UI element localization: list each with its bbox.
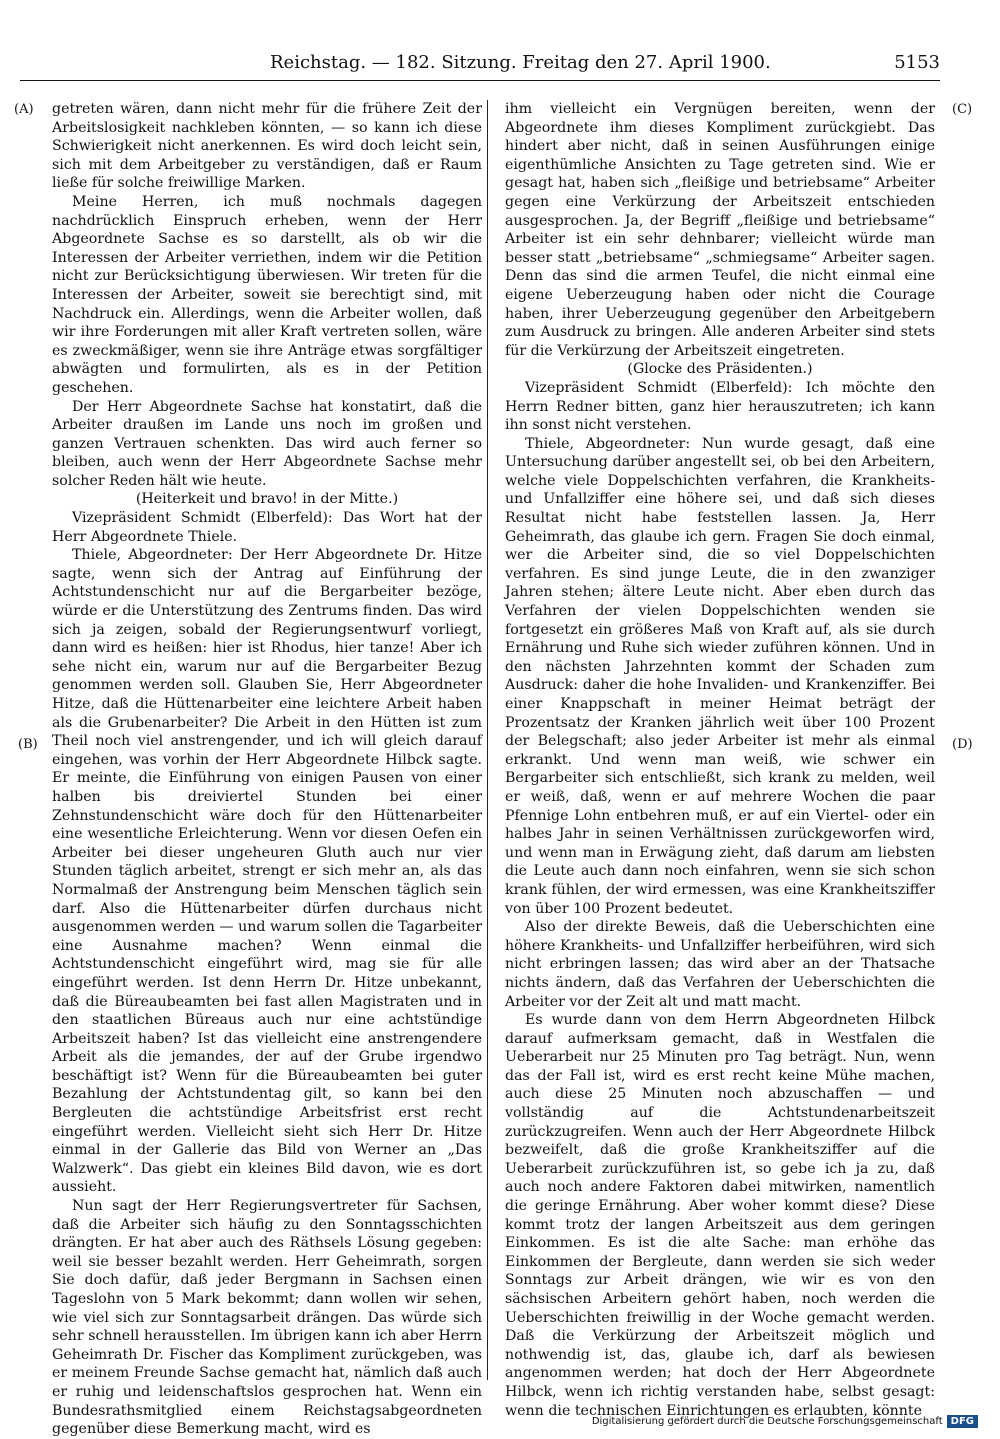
left-column (52, 100, 482, 1438)
margin-marker-a: (A) (14, 102, 34, 117)
paragraph: Nun sagt der Herr Regierungsvertreter für Sachsen, daß die Arbeiter sich häufig zu den Sonntagsschichten drängten. Er hat aber auch des Räthsels Lösung gegeben: weil sie besser bezahlt werden. Herr Geheimrath, sorgen Sie doch dafür, daß jeder Bergmann in Sachsen einen Tageslohn von 5 Mark bekommt; dann wollen wir sehen, wie viel sich zur Sonntagsarbeit drängen. Das würde sich sehr schnell herausstellen. Im übrigen kann ich aber Herrn Geheimrath Dr. Fischer das Kompliment zurückgeben, was er meinem Freunde Sachse gemacht hat, nämlich daß auch er ruhig und leidenschaftslos gesprochen hat. Wenn ein Bundesrathsmitglied einem Reichstagsabgeordneten gegenüber diese Bemerkung macht, wird es (52, 1198, 482, 1438)
page-header (20, 50, 940, 81)
paragraph: Vizepräsident Schmidt (Elberfeld): Das Wort hat der Herr Abgeordnete Thiele. (52, 510, 482, 545)
margin-marker-c: (C) (952, 102, 973, 117)
page-number: 5153 (894, 52, 940, 73)
page-footer (592, 1415, 978, 1428)
stage-direction: (Glocke des Präsidenten.) (627, 361, 813, 378)
paragraph: Thiele, Abgeordneter: Der Herr Abgeordnete Dr. Hitze sagte, wenn sich der Antrag auf Einführung der Achtstundenschicht nur auf die Bergarbeiter bezöge, würde er die Unterstützung des Zentrums finden. Das wird sich ja zeigen, sobald der Regierungsentwurf vorliegt, dann wird es heißen: hier ist Rhodus, hier tanze! Aber ich sehe nicht ein, warum nur auf die Bergarbeiter Bezug genommen werden soll. Glauben Sie, Herr Abgeordneter Hitze, daß die Hüttenarbeiter eine leichtere Arbeit haben als die Grubenarbeiter? Die Arbeit in den Hütten ist zum Theil noch viel anstrengender, und ich will gleich darauf eingehen, was vorhin der Herr Abgeordnete Hilbck sagte. Er meinte, die Einführung von einigen Pausen von einer halben bis dreiviertel Stunden bei einer Zehnstundenschicht wäre doch für den Hüttenarbeiter eine wesentliche Erleichterung. Wenn vor diesen Oefen ein Arbeiter bei dieser ungeheuren Gluth auch nur vier Stunden täglich arbeitet, strengt er sich mehr an, als das Normalmaß der Anstrengung beim Menschen täglich sein darf. Also die Hüttenarbeiter dürfen durchaus nicht ausgenommen werden — und warum sollen die Tagarbeiter eine Ausnahme machen? Wenn einmal die Achtstundenschicht eingeführt wird, mag sie für alle eingeführt werden. Ist denn Herrn Dr. Hitze unbekannt, daß die Büreaubeamten bei fast allen Magistraten und in den staatlichen Büreaus auch nur eine achtstündige Arbeitszeit haben? Ist das vielleicht eine anstrengendere Arbeit als die jemandes, der auf der Grube irgendwo beschäftigt ist? Wenn für die Büreaubeamten bei guter Bezahlung der Achtstundentag gilt, so kann bei den Bergleuten die achtstündige Arbeitsfrist erst recht eingeführt werden. Vielleicht sieht sich Herr Dr. Hitze einmal in der Gallerie das Bild von Werner an „Das Walzwerk“. Das giebt ein kleines Bild davon, wie es dort aussieht. (52, 547, 482, 1196)
paragraph: Also der direkte Beweis, daß die Ueberschichten eine höhere Krankheits- und Unfallziffer herbeiführen, wird sich nicht erbringen lassen; das wird aber an der Thatsache nichts ändern, daß das Verfahren der Ueberschichten die Arbeiter vor der Zeit alt und matt macht. (505, 919, 935, 1010)
paragraph: Thiele, Abgeordneter: Nun wurde gesagt, daß eine Untersuchung darüber angestellt sei, ob bei den Arbeitern, welche viele Doppelschichten verfahren, die Krankheits- und Unfallziffer eine höhere sei, und daß sich dieses Resultat nicht habe feststellen lassen. Ja, Herr Geheimrath, das glaube ich gern. Fragen Sie doch einmal, wer die Arbeiter sind, die so viel Doppelschichten verfahren. Es sind junge Leute, die in den zwanziger Jahren stehen; ältere Leute nicht. Aber eben durch das Verfahren der vielen Doppelschichten wenden sie fortgesetzt ein größeres Maß von Kraft auf, als sie durch Ernährung und Ruhe sich wieder zuführen können. Und in den nächsten Jahrzehnten kommt der Schaden zum Ausdruck: daher die hohe Invaliden- und Krankenziffer. Bei einer Knappschaft in meiner Heimat beträgt der Prozentsatz der Kranken jährlich weit über 100 Prozent der Belegschaft; also jeder Arbeiter ist mehr als einmal erkrankt. Und wenn man weiß, wie schwer ein Bergarbeiter sich entschließt, sich krank zu melden, weil er weiß, daß, wenn er auf mehrere Wochen die paar Pfennige Lohn entbehren muß, er auf ein Viertel- oder ein halbes Jahr in seinen Verhältnissen zurückgeworfen wird, und wenn man in Erwägung zieht, daß darum am liebsten die Leute auch dann noch einfahren, wenn sie sich schon krank fühlen, der wird ermessen, was eine Krankheitsziffer von über 100 Prozent bedeutet. (505, 435, 935, 917)
funding-credit: Digitalisierung gefördert durch die Deutsche Forschungsgemeinschaft (591, 1416, 943, 1427)
right-column (505, 100, 935, 1419)
column-divider (487, 100, 488, 1380)
paragraph: getreten wären, dann nicht mehr für die frühere Zeit der Arbeitslosigkeit nachkleben könnten, — so kann ich diese Schwierigkeit nicht anerkennen. Es wird doch leicht sein, sich mit dem Arbeitgeber zu verständigen, daß er Raum ließe für solche freiwillige Marken. (52, 101, 482, 192)
running-title: Reichstag. — 182. Sitzung. Freitag den 27. April 1900. (270, 52, 771, 73)
margin-marker-b: (B) (18, 737, 38, 752)
paragraph: Meine Herren, ich muß nochmals dagegen nachdrücklich Einspruch erheben, wenn der Herr Abgeordnete Sachse es so darstellt, als ob wir die Interessen der Arbeiter verriethen, indem wir die Petition nicht zur Berücksichtigung überwiesen. Wir treten für die Interessen der Arbeiter, soweit sie berechtigt sind, mit Nachdruck ein. Allerdings, wenn die Arbeiter wollen, daß wir ihre Forderungen mit aller Kraft vertreten sollen, wäre es zweckmäßiger, wenn sie ihre Anträge etwas sorgfältiger abwägten und formulirten, als es in der Petition geschehen. (52, 193, 482, 396)
margin-marker-d: (D) (952, 737, 973, 752)
stage-direction: (Heiterkeit und bravo! in der Mitte.) (135, 491, 399, 508)
paragraph: Es wurde dann von dem Herrn Abgeordneten Hilbck darauf aufmerksam gemacht, daß in Westfalen die Ueberarbeit nur 25 Minuten pro Tag beträgt. Nun, wenn das der Fall ist, wird es erst recht keine Mühe machen, auch diese 25 Minuten noch abzuschaffen — und vollständig auf die Achtstundenarbeitszeit zurückzugreifen. Wenn auch der Herr Abgeordnete Hilbck bezweifelt, daß die große Krankheitsziffer auf die Ueberarbeit zurückzuführen ist, so gebe ich ja zu, daß auch noch andere Faktoren dabei mitwirken, namentlich die geringe Ernährung. Aber woher kommt diese? Diese kommt trotz der langen Arbeitszeit aus dem geringen Einkommen. Es ist die alte Sache: man erhöhe das Einkommen der Bergleute, dann werden sie sich weder Sonntags zur Arbeit drängen, wie wir es von den sächsischen Arbeitern gehört haben, noch werden die Ueberschichten freiwillig in der Woche gemacht werden. Daß die Verkürzung der Arbeitszeit möglich und nothwendig ist, das, glaube ich, darf als bewiesen angenommen werden; hat doch der Herr Abgeordnete Hilbck, wenn ich richtig verstanden habe, selbst gesagt: wenn die technischen Einrichtungen es erlaubten, könnte (505, 1012, 935, 1419)
paragraph: ihm vielleicht ein Vergnügen bereiten, wenn der Abgeordnete ihm dieses Kompliment zurückgiebt. Das hindert aber nicht, daß in seinen Ausführungen einige eigenthümliche Ansichten zu Tage getreten sind. Wie er gesagt hat, haben sich „fleißige und betriebsame“ Arbeiter gegen eine Verkürzung der Arbeitszeit entschieden ausgesprochen. Ja, der Begriff „fleißige und betriebsame“ Arbeiter ist ein sehr dehnbarer; vielleicht würde man besser statt „betriebsame“ „schmiegsame“ Arbeiter sagen. Denn das sind die armen Teufel, die nicht einmal eine eigene Ueberzeugung haben oder nicht die Courage haben, ihrer Ueberzeugung gegenüber den Arbeitgebern zum Ausdruck zu bringen. Alle anderen Arbeiter sind stets für die Verkürzung der Arbeitszeit eingetreten. (505, 101, 935, 359)
dfg-logo: DFG (947, 1415, 978, 1428)
paragraph: Vizepräsident Schmidt (Elberfeld): Ich möchte den Herrn Redner bitten, ganz hier herauszutreten; ich kann ihn sonst nicht verstehen. (505, 379, 935, 434)
paragraph: Der Herr Abgeordnete Sachse hat konstatirt, daß die Arbeiter draußen im Lande uns noch im großen und ganzen Vertrauen schenkten. Das wird auch ferner so bleiben, auch wenn der Herr Abgeordnete Sachse mehr solcher Reden hält wie heute. (52, 398, 482, 489)
